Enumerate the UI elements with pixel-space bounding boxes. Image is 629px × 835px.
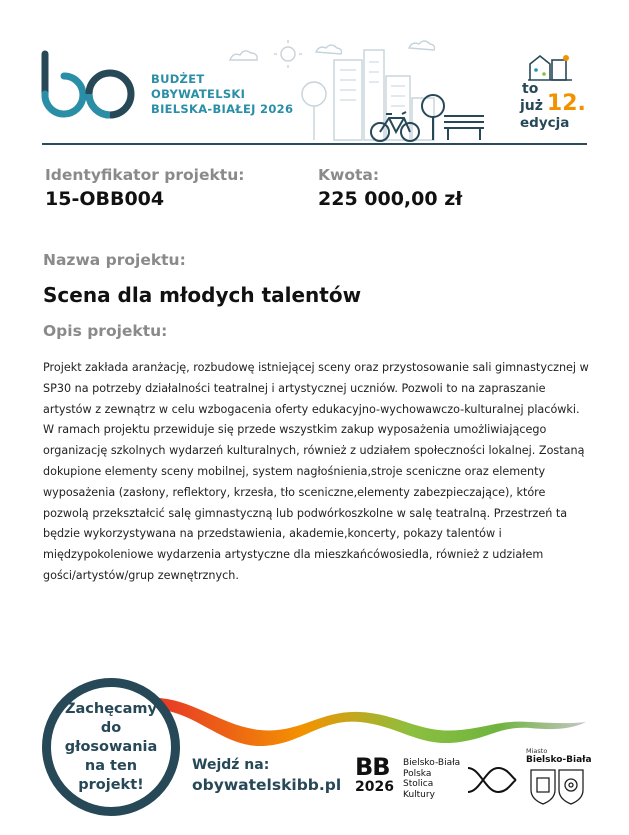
amount-label: Kwota: <box>318 166 380 184</box>
color-wave-icon <box>150 690 590 750</box>
brand-line-3: BIELSKA-BIAŁEJ 2026 <box>151 102 294 116</box>
tree-icon <box>422 95 444 140</box>
vote-line-2: do głosowania <box>64 719 158 755</box>
vote-line-4: projekt! <box>78 776 144 793</box>
header-divider <box>42 143 587 145</box>
tree-icon <box>302 82 326 140</box>
city-name: Bielsko-Biała <box>526 755 592 765</box>
vote-line-3: na ten <box>84 757 138 774</box>
project-name-label: Nazwa projektu: <box>43 251 186 269</box>
website-link[interactable]: obywatelskibb.pl <box>192 776 342 794</box>
bb-culture-text <box>403 758 460 800</box>
cloud-icon <box>316 45 342 54</box>
cloud-icon <box>230 51 257 60</box>
description-label: Opis projektu: <box>43 322 168 340</box>
project-name-value: Scena dla młodych talentów <box>43 283 362 307</box>
edition-juz: już <box>520 98 543 114</box>
bb-culture-logo <box>355 755 394 795</box>
bb-mark: BB <box>355 753 390 781</box>
project-id-label: Identyfikator projektu: <box>45 166 245 184</box>
amount-value: 225 000,00 zł <box>318 188 463 210</box>
brand-line-1: BUDŻET <box>151 72 205 86</box>
bb-infinity-icon <box>466 760 518 800</box>
bb-year: 2026 <box>355 779 394 795</box>
go-to-label: Wejdź na: <box>192 757 270 773</box>
brand-line-2: OBYWATELSKI <box>151 87 246 101</box>
bb-line-2: Polska <box>403 768 432 779</box>
bench-icon <box>444 116 484 140</box>
bb-line-1: Bielsko-Biała <box>403 758 461 768</box>
project-id-value: 15-OBB004 <box>45 188 165 210</box>
edition-to: to <box>522 81 539 97</box>
cloud-icon <box>409 41 435 50</box>
city-label-small: Miasto <box>526 747 548 755</box>
project-description: Projekt zakłada aranżację, rozbudowę istniejącej sceny oraz przystosowanie sali gimnastycznej w SP30 na potrzeby działalności teatralnej i artystycznej uczniów. Pozwoli to na zapraszanie artystów z zewnątrz w celu wzbogacenia oferty edukacyjno-wychowawczo-kulturalnej placówki. W ramach projektu przewiduje się przede wszystkim zakup wyposażenia umożliwiającego organizację szkolnych wydarzeń kulturalnych, również z udziałem społeczności lokalnej. Zostaną dokupione elementy sceny mobilnej, system nagłośnienia,stroje sceniczne oraz elementy wyposażenia (zasłony, reflektory, krzesła, tło sceniczne,elementy zabezpieczające), które pozwolą przekształcić salę gimnastyczną lub podwórkoszkolne w salę teatralną. Przestrzeń ta będzie wykorzystywana na przedstawienia, akademie,koncerty, pokazy talentów i międzypokoleniowe wydarzenia artystyczne dla mieszkańcówosiedla, również z udziałem gości/artystów/grup zewnętrznych. <box>43 361 589 582</box>
bb-line-4: Kultury <box>403 789 435 800</box>
edition-number: 12. <box>546 91 586 116</box>
bb-line-3: Stolica <box>403 779 434 789</box>
edition-label: edycja <box>520 115 570 131</box>
sun-icon <box>274 40 302 68</box>
vote-encouragement-badge <box>42 678 180 816</box>
vote-line-1: Zachęcamy <box>65 700 157 717</box>
city-skyline-illustration-icon <box>226 38 516 144</box>
city-crest-icon <box>528 768 586 806</box>
bo-logo-icon <box>40 50 140 128</box>
